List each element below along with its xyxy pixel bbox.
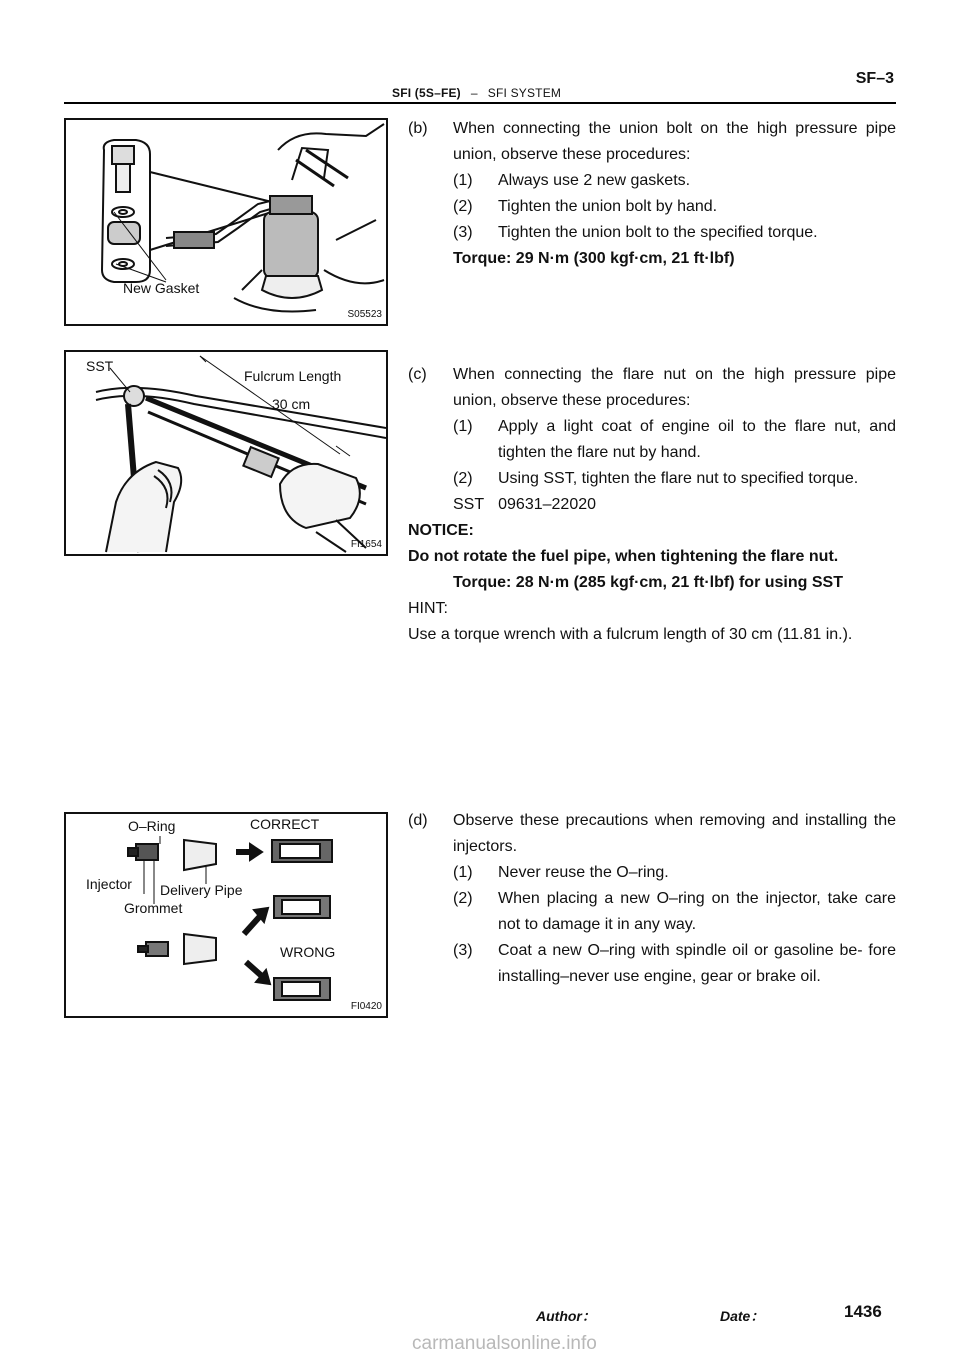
injector-illustration (66, 814, 386, 1016)
sst-number: 09631–22020 (498, 496, 597, 513)
header-model: SFI (5S–FE) (392, 86, 461, 100)
label-30cm: 30 cm (272, 396, 311, 412)
watermark[interactable]: carmanualsonline.info (412, 1333, 597, 1354)
header-rule (64, 102, 896, 104)
union-bolt-illustration (66, 120, 386, 324)
label-new-gasket: New Gasket (123, 280, 200, 296)
step-text: Tighten the union bolt to the specified torque. (498, 224, 818, 241)
section-d (408, 808, 896, 990)
hint-label: HINT: (408, 600, 448, 617)
hint-text: Use a torque wrench with a fulcrum length of 30 cm (11.81 in.). (408, 626, 853, 643)
step-marker: (1) (453, 172, 473, 189)
step-marker: (2) (453, 470, 473, 487)
label-o-ring: O–Ring (128, 818, 176, 834)
page-number: 1436 (844, 1302, 882, 1321)
step-marker: (1) (453, 864, 473, 881)
label-sst: SST (86, 358, 114, 374)
sst-number-row (408, 492, 896, 518)
sst-label: SST (453, 496, 485, 513)
step-text: Always use 2 new gaskets. (498, 172, 691, 189)
label-correct: CORRECT (250, 816, 320, 832)
label-injector: Injector (86, 876, 132, 892)
section-d-marker: (d) (408, 812, 428, 829)
step-text: When placing a new O–ring on the injector, take care not to damage it in any way. (498, 890, 896, 933)
section-b-text: When connecting the union bolt on the high pressure pipe union, observe these procedures: (453, 120, 896, 163)
step-marker: (3) (453, 942, 473, 959)
step-marker: (3) (453, 224, 473, 241)
section-b (408, 116, 896, 272)
torque-spec-c: Torque: 28 N·m (285 kgf·cm, 21 ft·lbf) for using SST (453, 574, 843, 591)
step-marker: (1) (453, 418, 473, 435)
figure-injector (64, 812, 388, 1018)
notice-label: NOTICE: (408, 522, 474, 539)
section-c-marker: (c) (408, 366, 427, 383)
page-header-title (392, 86, 561, 100)
label-wrong: WRONG (280, 944, 336, 960)
step-text: Apply a light coat of engine oil to the flare nut, and tighten the flare nut by hand. (498, 418, 896, 461)
label-fulcrum-length: Fulcrum Length (244, 368, 342, 384)
footer-date-label: Date： (720, 1308, 765, 1324)
figure-union-bolt (64, 118, 388, 326)
header-separator: – (470, 86, 478, 100)
notice-text: Do not rotate the fuel pipe, when tightening the flare nut. (408, 548, 839, 565)
section-c-text: When connecting the flare nut on the high pressure pipe union, observe these procedures: (453, 366, 896, 409)
torque-spec-b: Torque: 29 N·m (300 kgf·cm, 21 ft·lbf) (453, 250, 735, 267)
step-marker: (2) (453, 890, 473, 907)
figure-code-3: FI0420 (350, 1001, 382, 1012)
step-marker: (2) (453, 198, 473, 215)
section-code: SF–3 (855, 70, 894, 87)
header-system: SFI SYSTEM (487, 86, 562, 100)
figure-code-1: S05523 (347, 309, 382, 320)
step-text: Tighten the union bolt by hand. (498, 198, 718, 215)
section-c (408, 362, 896, 648)
section-b-marker: (b) (408, 120, 428, 137)
step-text: Using SST, tighten the flare nut to specified torque. (498, 470, 859, 487)
step-text: Coat a new O–ring with spindle oil or gasoline be- fore installing–never use engine, gear or brake oil. (498, 942, 896, 985)
label-grommet: Grommet (124, 900, 183, 916)
figure-flare-nut (64, 350, 388, 556)
label-delivery-pipe: Delivery Pipe (160, 882, 243, 898)
section-d-text: Observe these precautions when removing and installing the injectors. (453, 812, 896, 855)
footer-author-label: Author： (536, 1308, 596, 1324)
figure-code-2: FI1654 (350, 539, 382, 550)
step-text: Never reuse the O–ring. (498, 864, 669, 881)
